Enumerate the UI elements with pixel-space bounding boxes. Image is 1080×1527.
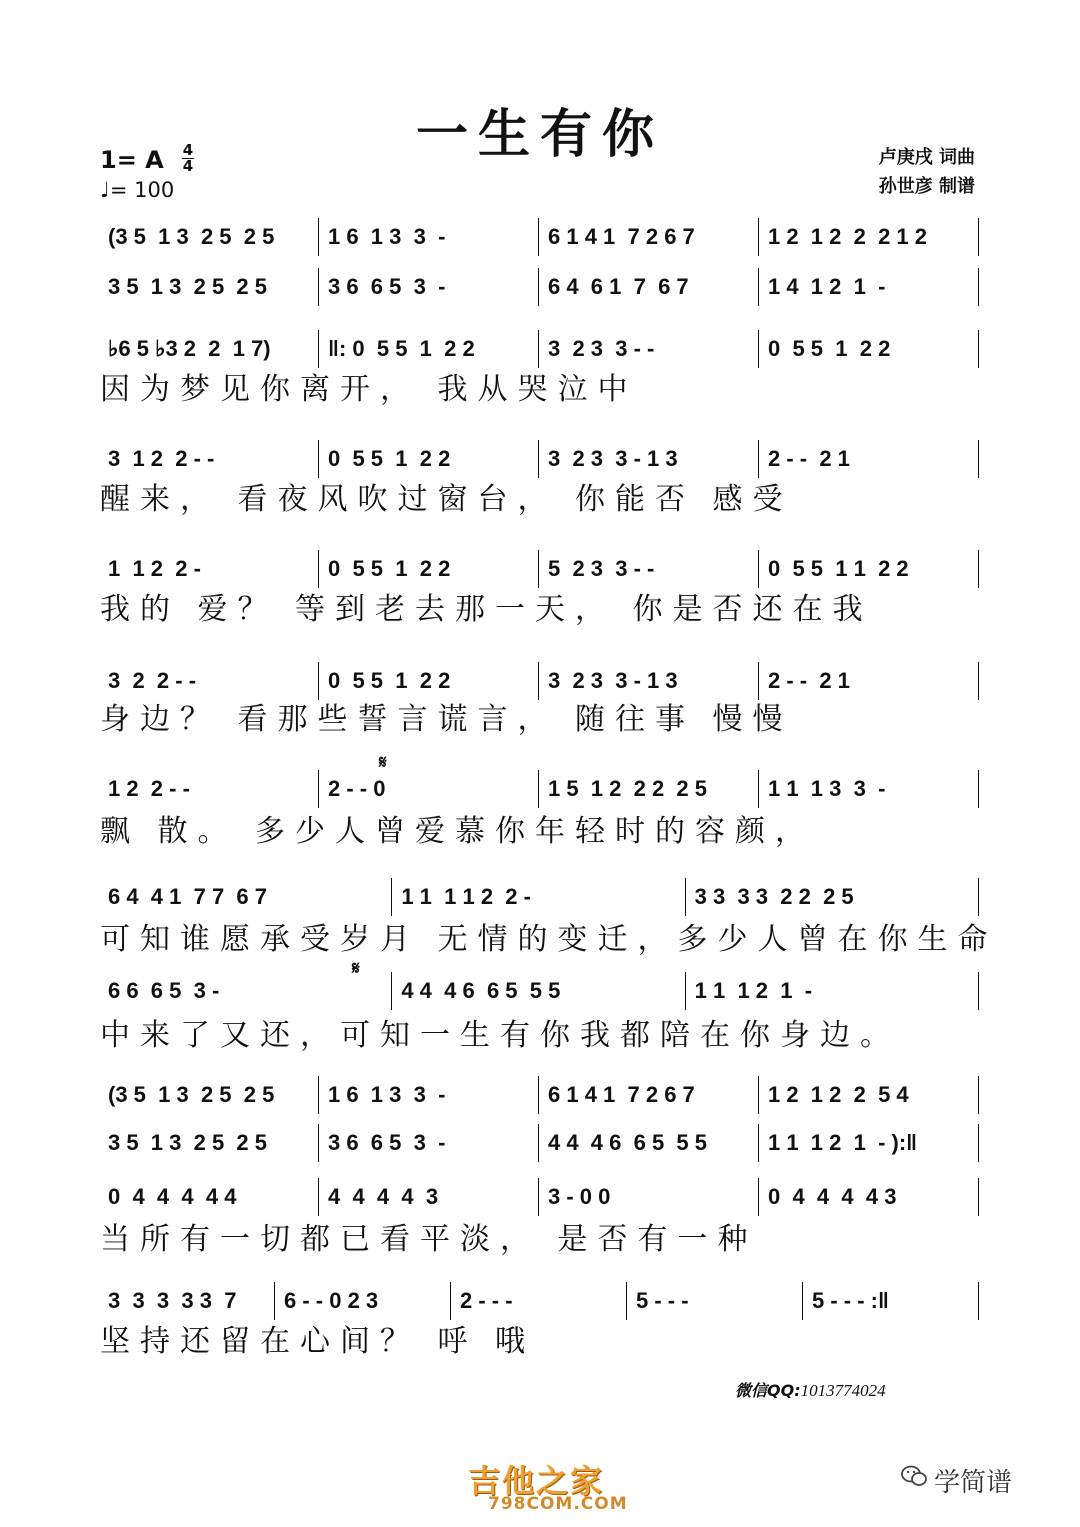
measure: 2 - - - [460, 1288, 513, 1313]
notation-staff [100, 550, 980, 588]
measure: ‖: 0 5 5 1 2 2 [328, 336, 475, 361]
measure: 0 5 5 1 2 2 [328, 556, 451, 581]
measure: 1 1 2 2 - [108, 556, 201, 581]
barline [391, 972, 392, 1010]
measure: 0 5 5 1 1 2 2 [768, 556, 909, 581]
barline [978, 1124, 979, 1162]
measure: 0 4 4 4 4 4 [108, 1184, 237, 1209]
barline [391, 878, 392, 916]
measure: 6 4 6 1 7 6 7 [548, 274, 689, 299]
barline [318, 440, 319, 478]
notation-staff [100, 878, 980, 916]
measure: 6 4 4 1 7 7 6 7 [108, 884, 268, 909]
barline [978, 972, 979, 1010]
measure: 4 4 4 6 6 5 5 5 [401, 978, 561, 1003]
lyric-line: 因为梦见你离开， 我从哭泣中 [100, 373, 638, 406]
measure: 0 5 5 1 2 2 [328, 668, 451, 693]
measure: 6 6 6 5 3 - [108, 978, 220, 1003]
barline [538, 1076, 539, 1114]
notation-staff [100, 1178, 980, 1216]
measure: 3 3 3 3 2 2 2 5 [694, 884, 854, 909]
notation-staff [100, 440, 980, 478]
barline [318, 330, 319, 368]
measure: 1 1 1 1 2 2 - [401, 884, 531, 909]
measure: 6 1 4 1 7 2 6 7 [548, 1082, 695, 1107]
lyric-line: 当所有一切都已看平淡， 是否有一种 [100, 1223, 758, 1256]
notation-staff [100, 268, 980, 306]
barline [758, 1124, 759, 1162]
barline [274, 1282, 275, 1320]
barline [318, 1178, 319, 1216]
barline [685, 878, 686, 916]
notation-staff [100, 972, 980, 1010]
measure: ♭6 5 ♭3 2 2 1 7) [108, 336, 271, 361]
measure: 1 1 1 3 3 - [768, 776, 886, 801]
barline [978, 218, 979, 256]
watermark-site: 798COM.COM [488, 1494, 628, 1514]
barline [318, 550, 319, 588]
measure: 1 6 1 3 3 - [328, 1082, 446, 1107]
measure: 1 6 1 3 3 - [328, 224, 446, 249]
barline [538, 662, 539, 700]
barline [978, 1282, 979, 1320]
wechat-icon [900, 1464, 928, 1488]
lyric-line: 坚持还留在心间？ 呼 哦 [100, 1325, 535, 1358]
measure: 2 - - 2 1 [768, 668, 850, 693]
barline [318, 770, 319, 808]
measure: 0 5 5 1 2 2 [328, 446, 451, 471]
measure: (3 5 1 3 2 5 2 5 [108, 224, 275, 249]
measure: 3 5 1 3 2 5 2 5 [108, 274, 268, 299]
barline [758, 1178, 759, 1216]
barline [978, 1178, 979, 1216]
barline [758, 440, 759, 478]
notation-staff [100, 770, 980, 808]
song-title: 一生有你 [415, 105, 664, 165]
barline [538, 268, 539, 306]
credit-composer: 卢庚戌 词曲 [878, 147, 975, 168]
time-signature-top: 4 [182, 141, 194, 159]
tempo-marking: ♩= 100 [100, 178, 175, 202]
measure: 3 6 6 5 3 - [328, 1130, 446, 1155]
barline [538, 770, 539, 808]
barline [318, 1124, 319, 1162]
measure: 1 2 1 2 2 2 1 2 [768, 224, 928, 249]
lyric-line: 可知谁愿承受岁月 无情的变迁，多少人曾在你生命 [100, 923, 998, 956]
barline [450, 1282, 451, 1320]
barline [758, 330, 759, 368]
barline [538, 330, 539, 368]
notation-staff [100, 1282, 980, 1320]
segno-sign: 𝄋 [352, 958, 360, 979]
segno-sign: 𝄋 [379, 752, 387, 773]
measure: 1 2 1 2 2 5 4 [768, 1082, 909, 1107]
measure: 3 - 0 0 [548, 1184, 611, 1209]
credit-transcriber: 孙世彦 制谱 [878, 176, 975, 197]
measure: 5 - - - [636, 1288, 689, 1313]
measure: 0 5 5 1 2 2 [768, 336, 891, 361]
barline [758, 268, 759, 306]
barline [758, 770, 759, 808]
watermark-brand: 吉他之家 [468, 1462, 605, 1500]
barline [685, 972, 686, 1010]
measure: 3 2 2 - - [108, 668, 197, 693]
contact-label: 微信QQ: [735, 1381, 801, 1400]
barline [538, 1124, 539, 1162]
lyric-line: 醒来， 看夜风吹过窗台， 你能否 感受 [100, 483, 793, 516]
watermark-account: 学简谱 [934, 1468, 1013, 1498]
barline [758, 662, 759, 700]
measure: 5 - - - :‖ [812, 1288, 889, 1313]
contact-number: 1013774024 [800, 1381, 886, 1400]
barline [978, 330, 979, 368]
barline [318, 1076, 319, 1114]
barline [758, 1076, 759, 1114]
measure: 2 - - 2 1 [768, 446, 850, 471]
measure: 3 2 3 3 - - [548, 336, 655, 361]
barline [978, 268, 979, 306]
measure: 4 4 4 4 3 [328, 1184, 439, 1209]
measure: 1 4 1 2 1 - [768, 274, 886, 299]
measure: 4 4 4 6 6 5 5 5 [548, 1130, 708, 1155]
measure: 6 1 4 1 7 2 6 7 [548, 224, 695, 249]
measure: 1 2 2 - - [108, 776, 190, 801]
measure: 0 4 4 4 4 3 [768, 1184, 897, 1209]
barline [978, 662, 979, 700]
barline [318, 662, 319, 700]
barline [802, 1282, 803, 1320]
measure: 6 - - 0 2 3 [284, 1288, 379, 1313]
time-signature-bottom: 4 [182, 157, 194, 175]
measure: 3 1 2 2 - - [108, 446, 215, 471]
measure: 3 2 3 3 - 1 3 [548, 446, 678, 471]
barline [538, 1178, 539, 1216]
barline [626, 1282, 627, 1320]
barline [758, 550, 759, 588]
barline [758, 218, 759, 256]
barline [538, 218, 539, 256]
barline [978, 550, 979, 588]
measure: 1 5 1 2 2 2 2 5 [548, 776, 708, 801]
measure: 1 1 1 2 1 - [694, 978, 813, 1003]
barline [978, 1076, 979, 1114]
lyric-line: 我的 爱？ 等到老去那一天， 你是否还在我 [100, 593, 873, 626]
measure: (3 5 1 3 2 5 2 5 [108, 1082, 275, 1107]
key-signature: 1= A [100, 146, 164, 174]
contact-info [735, 1378, 886, 1401]
barline [318, 268, 319, 306]
barline [538, 550, 539, 588]
notation-staff [100, 330, 980, 368]
time-signature [182, 143, 194, 174]
barline [978, 440, 979, 478]
measure: 3 6 6 5 3 - [328, 274, 446, 299]
measure: 3 3 3 3 3 7 [108, 1288, 237, 1313]
measure: 2 - - 0 [328, 776, 386, 801]
lyric-line: 身边？ 看那些誓言谎言， 随往事 慢慢 [100, 703, 793, 736]
measure: 5 2 3 3 - - [548, 556, 655, 581]
measure: 3 2 3 3 - 1 3 [548, 668, 678, 693]
barline [538, 440, 539, 478]
measure: 3 5 1 3 2 5 2 5 [108, 1130, 268, 1155]
barline [318, 218, 319, 256]
notation-staff [100, 662, 980, 700]
notation-staff [100, 1076, 980, 1114]
notation-staff [100, 218, 980, 256]
barline [978, 770, 979, 808]
notation-staff [100, 1124, 980, 1162]
lyric-line: 中来了又还，可知一生有你我都陪在你身边。 [100, 1019, 900, 1052]
measure: 1 1 1 2 1 - ):‖ [768, 1130, 918, 1155]
barline [978, 878, 979, 916]
lyric-line: 飘 散。 多少人曾爱慕你年轻时的容颜， [100, 815, 815, 848]
